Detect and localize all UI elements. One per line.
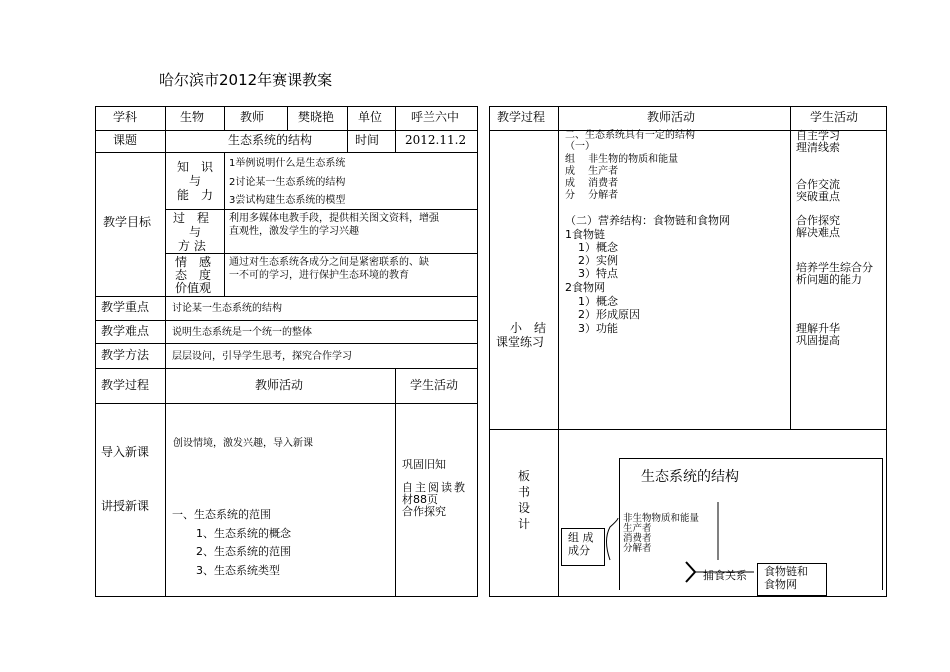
- student-activity-line: 巩固旧知: [402, 458, 446, 471]
- teacher-value: 樊晓艳: [298, 110, 335, 124]
- teacher-activity-col-label: 教师活动: [255, 378, 304, 392]
- new-lesson-item: 一、生态系统的范围: [172, 508, 271, 521]
- unit-label: 单位: [358, 110, 383, 124]
- right-student-line: 解决难点: [796, 226, 840, 239]
- right-process-col-label: 教学过程: [497, 110, 546, 124]
- board-foodweb-label: 食物链和: [764, 565, 808, 578]
- topic-value: 生态系统的结构: [228, 133, 313, 147]
- teacher-line: 成 消费者: [565, 178, 619, 189]
- goal-emotion-label-2: 态 度: [175, 268, 212, 282]
- goal-emotion-text: 通过对生态系统各成分之间是紧密联系的、缺: [229, 257, 429, 268]
- right-student-line: 析问题的能力: [796, 273, 862, 286]
- student-activity-line: 合作探究: [402, 505, 446, 518]
- new-lesson-item: 2、生态系统的范围: [196, 545, 291, 558]
- right-student-col-label: 学生活动: [810, 110, 859, 124]
- new-lesson-label: 讲授新课: [101, 499, 150, 513]
- goal-process-label-2: 与: [189, 225, 202, 239]
- teacher-line: 1食物链: [565, 228, 605, 241]
- right-student-line: 巩固提高: [796, 334, 840, 347]
- process-col-label: 教学过程: [101, 378, 150, 392]
- teacher-line: 2食物网: [565, 281, 605, 294]
- goal-emotion-label-3: 价值观: [175, 281, 212, 295]
- practice-label: 课堂练习: [496, 335, 545, 349]
- teacher-line: 1）概念: [578, 241, 618, 254]
- goal-process-label-1: 过 程: [173, 211, 210, 225]
- board-label: 计: [518, 517, 531, 531]
- board-component-item: 消费者: [623, 533, 652, 544]
- student-activity-line: 自主阅读教: [402, 481, 467, 494]
- subject-value: 生物: [180, 110, 205, 124]
- intro-label: 导入新课: [101, 445, 150, 459]
- right-student-line: 合作探究: [796, 214, 840, 227]
- student-activity-col-label: 学生活动: [410, 378, 459, 392]
- focus-label: 教学重点: [101, 300, 150, 314]
- student-activity-line: 材88页: [402, 493, 438, 506]
- goal-knowledge-item: 3尝试构建生态系统的模型: [229, 195, 346, 206]
- subject-label: 学科: [113, 110, 138, 124]
- teacher-line: （一）: [565, 141, 595, 152]
- board-component-label: 成分: [568, 544, 590, 557]
- goal-knowledge-item: 2讨论某一生态系统的结构: [229, 177, 346, 188]
- board-title: 生态系统的结构: [641, 469, 739, 485]
- goal-knowledge-item: 1举例说明什么是生态系统: [229, 158, 346, 169]
- board-label: 设: [518, 501, 531, 515]
- goal-process-label-3: 方 法: [178, 239, 206, 253]
- right-teacher-col-label: 教师活动: [647, 110, 696, 124]
- board-label: 书: [518, 485, 531, 499]
- board-component-label: 组 成: [568, 531, 594, 544]
- teacher-label: 教师: [240, 110, 265, 124]
- goal-emotion-text: 一不可的学习，进行保护生态环境的教育: [229, 270, 409, 281]
- goal-knowledge-label-1: 知 识: [177, 160, 214, 174]
- board-component-item: 生产者: [623, 523, 652, 534]
- goal-emotion-label-1: 情 感: [175, 255, 212, 269]
- teacher-line: 2）实例: [578, 254, 618, 267]
- time-label: 时间: [355, 133, 380, 147]
- teacher-line: 分 分解者: [565, 190, 619, 201]
- teacher-line: 组 非生物的物质和能量: [565, 154, 679, 165]
- board-label: 板: [518, 469, 531, 483]
- document-title: 哈尔滨市2012年赛课教案: [159, 71, 333, 89]
- right-student-line: 突破重点: [796, 190, 840, 203]
- goal-process-text: 利用多媒体电教手段，提供相关图文资料，增强: [229, 213, 439, 224]
- goal-process-text: 直观性，激发学生的学习兴趣: [229, 226, 359, 237]
- teacher-line: 3）功能: [578, 322, 618, 335]
- new-lesson-item: 1、生态系统的概念: [196, 527, 291, 540]
- difficulty-label: 教学难点: [101, 324, 150, 338]
- teacher-line: 1）概念: [578, 295, 618, 308]
- teacher-line: 3）特点: [578, 267, 618, 280]
- method-text: 层层设问，引导学生思考，探究合作学习: [172, 351, 352, 362]
- method-label: 教学方法: [101, 348, 150, 362]
- intro-text: 创设情境，激发兴趣，导入新课: [173, 438, 313, 449]
- board-relation-label: 捕食关系: [703, 569, 747, 582]
- right-student-line: 理清线索: [796, 141, 840, 154]
- new-lesson-item: 3、生态系统类型: [196, 564, 280, 577]
- goals-label: 教学目标: [103, 215, 152, 229]
- board-component-item: 非生物物质和能量: [623, 513, 700, 524]
- focus-text: 讨论某一生态系统的结构: [172, 303, 282, 314]
- difficulty-text: 说明生态系统是一个统一的整体: [172, 327, 312, 338]
- goal-knowledge-label-3: 能 力: [177, 188, 214, 202]
- goal-knowledge-label-2: 与: [189, 174, 202, 188]
- topic-label: 课题: [113, 133, 138, 147]
- right-student-line: 合作交流: [796, 178, 840, 191]
- board-foodweb-label: 食物网: [764, 578, 797, 591]
- right-student-line: 理解升华: [796, 322, 840, 335]
- board-component-item: 分解者: [623, 543, 652, 554]
- right-student-line: 自主学习: [796, 129, 840, 142]
- teacher-line: 成 生产者: [565, 166, 619, 177]
- teacher-line: 二、生态系统具有一定的结构: [565, 130, 695, 141]
- unit-value: 呼兰六中: [411, 110, 460, 124]
- summary-label: 小 结: [510, 321, 547, 335]
- teacher-line: 2）形成原因: [578, 308, 640, 321]
- teacher-line: （二）营养结构：食物链和食物网: [565, 214, 730, 227]
- time-value: 2012.11.2: [405, 133, 467, 147]
- right-student-line: 培养学生综合分: [796, 261, 873, 274]
